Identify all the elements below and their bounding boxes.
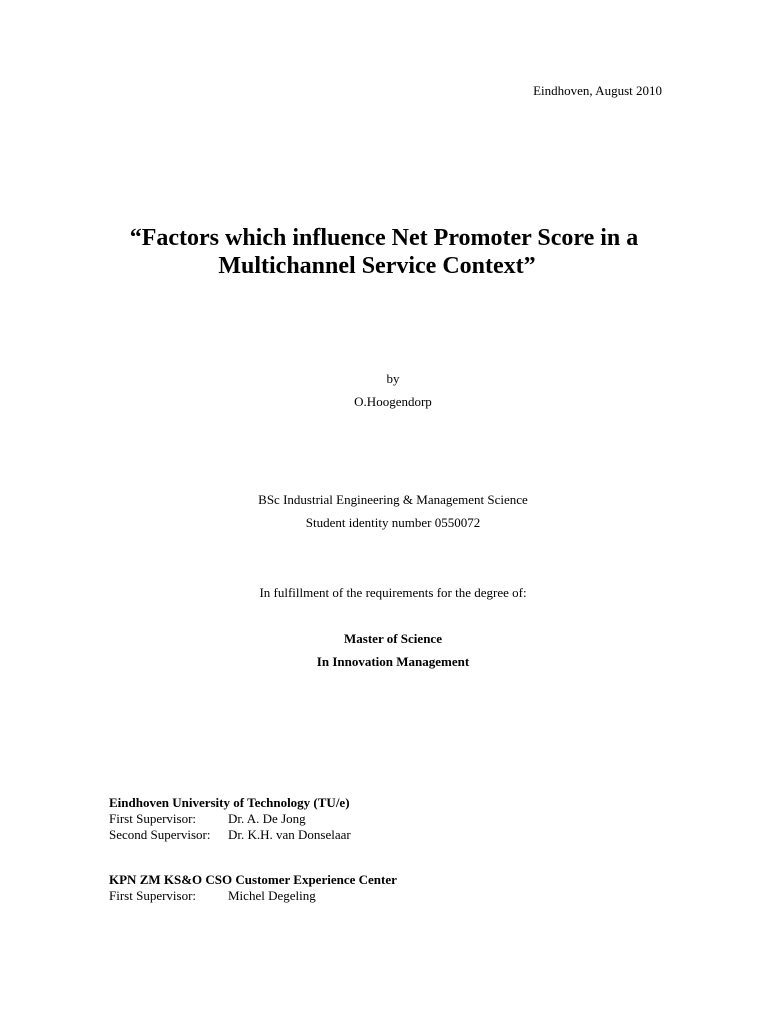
study-program: BSc Industrial Engineering & Management Science (258, 492, 528, 507)
thesis-title (0, 224, 768, 280)
supervisor-row (109, 888, 397, 904)
company-section (109, 872, 397, 904)
company-name: KPN ZM KS&O CSO Customer Experience Center (109, 872, 397, 887)
supervisor-role: First Supervisor: (109, 811, 197, 826)
place-date: Eindhoven, August 2010 (533, 83, 662, 98)
fulfillment-statement: In fulfillment of the requirements for the degree of: (259, 585, 527, 600)
university-name: Eindhoven University of Technology (TU/e) (109, 795, 350, 810)
degree-specialization: In Innovation Management (316, 654, 470, 669)
supervisor-name: Michel Degeling (228, 888, 316, 903)
title-line-2: Multichannel Service Context” (218, 253, 536, 279)
title-line-1: “Factors which influence Net Promoter Score in a (129, 225, 639, 251)
student-id: Student identity number 0550072 (305, 515, 481, 530)
supervisor-role: Second Supervisor: (109, 827, 211, 842)
author-name: O.Hoogendorp (354, 394, 432, 409)
supervisor-row (109, 827, 351, 843)
by-label: by (386, 371, 400, 386)
degree-name: Master of Science (344, 631, 442, 646)
supervisor-row (109, 811, 351, 827)
supervisor-name: Dr. K.H. van Donselaar (228, 827, 351, 842)
supervisor-name: Dr. A. De Jong (228, 811, 306, 826)
university-section (109, 795, 351, 843)
supervisor-role: First Supervisor: (109, 888, 197, 903)
